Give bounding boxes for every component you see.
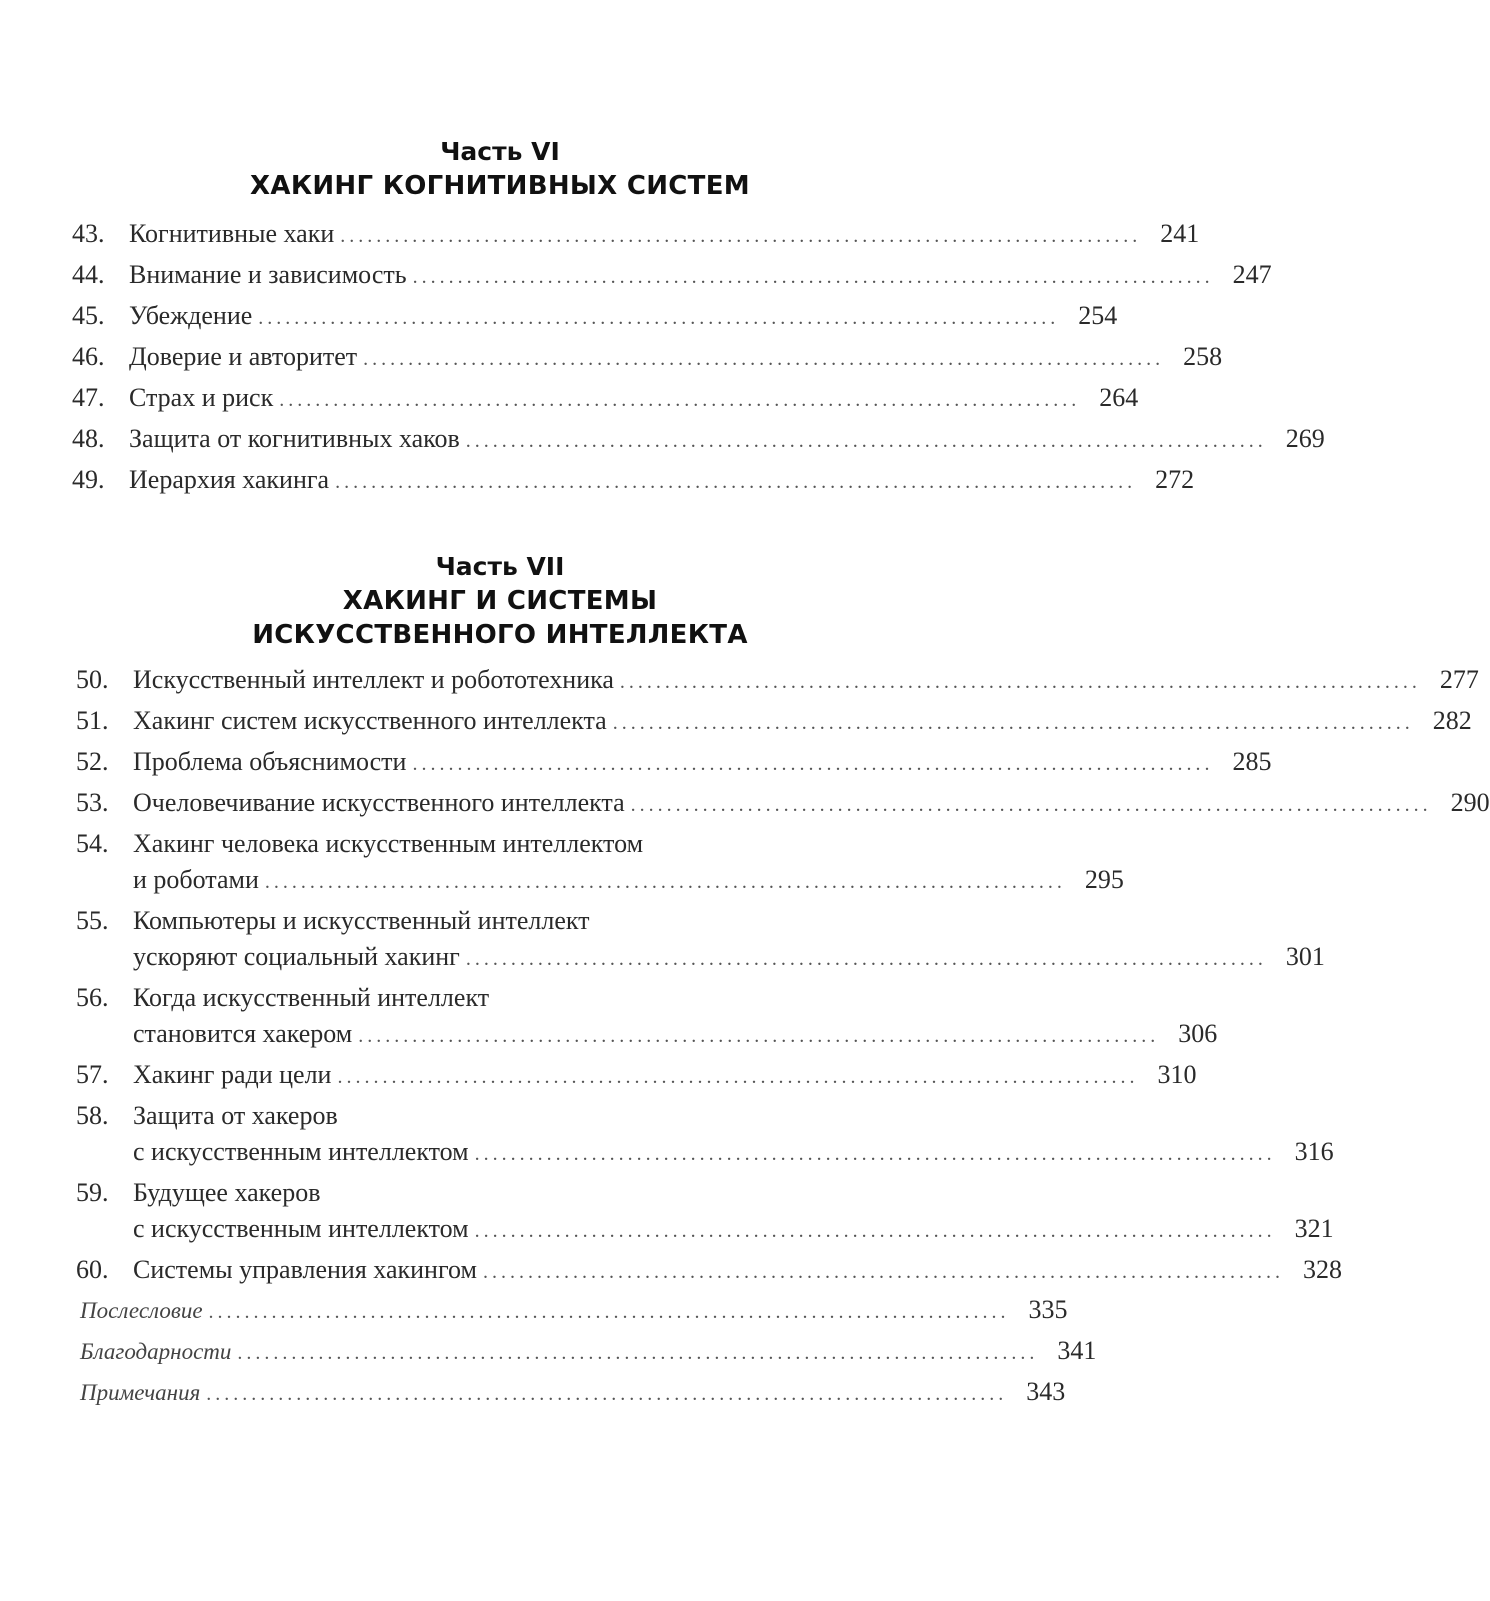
entry-number: 54. bbox=[76, 829, 109, 858]
entry-page: 306 bbox=[1178, 1019, 1218, 1048]
entry-title: Страх и риск bbox=[129, 383, 274, 412]
entry-page: 254 bbox=[1078, 301, 1118, 330]
entry-page: 277 bbox=[1439, 665, 1479, 694]
dot-leader: ......................................................................................... bbox=[412, 266, 1214, 288]
dot-leader: ......................................................................................... bbox=[612, 712, 1414, 734]
entry-page: 321 bbox=[1294, 1214, 1334, 1243]
entry-number: 59. bbox=[76, 1178, 109, 1207]
dot-leader: ......................................................................................... bbox=[340, 225, 1142, 247]
entry-page: 258 bbox=[1183, 342, 1223, 371]
entry-title: Проблема объяснимости bbox=[133, 747, 407, 776]
toc-entry-58[interactable] bbox=[76, 1098, 1334, 1172]
part-7-title-line2: ИСКУССТВЕННОГО ИНТЕЛЛЕКТА bbox=[252, 620, 748, 650]
entry-page: 290 bbox=[1450, 788, 1490, 817]
entry-title-line1: Хакинг человека искусственным интеллектом bbox=[133, 829, 644, 858]
toc-entry-notes[interactable] bbox=[80, 1374, 1066, 1412]
entry-number: 48. bbox=[72, 424, 105, 453]
entry-title: Послесловие bbox=[80, 1298, 203, 1323]
dot-leader: ......................................................................................... bbox=[619, 671, 1421, 693]
entry-number: 50. bbox=[76, 665, 109, 694]
entry-title: Иерархия хакинга bbox=[129, 465, 330, 494]
entry-title-line2: ускоряют социальный хакинг bbox=[133, 942, 460, 971]
entry-number: 51. bbox=[76, 706, 109, 735]
entry-title-line2: с искусственным интеллектом bbox=[133, 1214, 469, 1243]
entry-title-line1: Защита от хакеров bbox=[133, 1101, 338, 1130]
entry-page: 295 bbox=[1084, 865, 1124, 894]
part-7-label: Часть VII bbox=[435, 552, 565, 581]
part-6-label: Часть VI bbox=[440, 137, 560, 166]
entry-page: 269 bbox=[1285, 424, 1325, 453]
dot-leader: ......................................................................................... bbox=[412, 753, 1214, 775]
dot-leader: ......................................................................................... bbox=[258, 307, 1060, 329]
entry-page: 241 bbox=[1160, 219, 1200, 248]
dot-leader: ......................................................................................... bbox=[465, 948, 1267, 970]
dot-leader: ......................................................................................... bbox=[358, 1025, 1160, 1047]
part-6-toc bbox=[72, 216, 1325, 503]
entry-title-line2: и роботами bbox=[133, 865, 259, 894]
entry-title: Защита от когнитивных хаков bbox=[129, 424, 460, 453]
toc-entry-43[interactable] bbox=[72, 216, 1200, 254]
toc-entry-48[interactable] bbox=[72, 421, 1325, 459]
dot-leader: ......................................................................................... bbox=[630, 794, 1432, 816]
entry-title: Убеждение bbox=[129, 301, 253, 330]
dot-leader: ......................................................................................... bbox=[363, 348, 1165, 370]
entry-page: 343 bbox=[1026, 1377, 1066, 1406]
dot-leader: ......................................................................................... bbox=[208, 1301, 1010, 1323]
entry-number: 47. bbox=[72, 383, 105, 412]
entry-page: 341 bbox=[1057, 1336, 1097, 1365]
entry-title: Доверие и авторитет bbox=[129, 342, 358, 371]
entry-title: Когнитивные хаки bbox=[129, 219, 335, 248]
entry-number: 49. bbox=[72, 465, 105, 494]
toc-entry-56[interactable] bbox=[76, 980, 1218, 1054]
entry-page: 282 bbox=[1432, 706, 1472, 735]
entry-number: 55. bbox=[76, 906, 109, 935]
entry-page: 264 bbox=[1099, 383, 1139, 412]
entry-title-line1: Когда искусственный интеллект bbox=[133, 983, 490, 1012]
toc-entry-60[interactable] bbox=[76, 1252, 1342, 1290]
entry-page: 247 bbox=[1232, 260, 1272, 289]
entry-title: Внимание и зависимость bbox=[129, 260, 407, 289]
dot-leader: ......................................................................................... bbox=[206, 1383, 1008, 1405]
entry-number: 44. bbox=[72, 260, 105, 289]
entry-page: 328 bbox=[1302, 1255, 1342, 1284]
backmatter-toc bbox=[80, 1292, 1097, 1415]
entry-title-line2: с искусственным интеллектом bbox=[133, 1137, 469, 1166]
dot-leader: ......................................................................................... bbox=[335, 471, 1137, 493]
toc-entry-45[interactable] bbox=[72, 298, 1118, 336]
entry-page: 310 bbox=[1157, 1060, 1197, 1089]
entry-number: 58. bbox=[76, 1101, 109, 1130]
part-6-title: ХАКИНГ КОГНИТИВНЫХ СИСТЕМ bbox=[250, 171, 750, 201]
toc-entry-50[interactable] bbox=[76, 662, 1479, 700]
toc-entry-55[interactable] bbox=[76, 903, 1325, 977]
toc-entry-afterword[interactable] bbox=[80, 1292, 1068, 1330]
toc-entry-53[interactable] bbox=[76, 785, 1490, 823]
entry-number: 56. bbox=[76, 983, 109, 1012]
toc-entry-51[interactable] bbox=[76, 703, 1472, 741]
toc-entry-54[interactable] bbox=[76, 826, 1124, 900]
entry-title-line2: становится хакером bbox=[133, 1019, 353, 1048]
dot-leader: ......................................................................................... bbox=[264, 871, 1066, 893]
entry-page: 316 bbox=[1294, 1137, 1334, 1166]
dot-leader: ......................................................................................... bbox=[474, 1220, 1276, 1242]
dot-leader: ......................................................................................... bbox=[465, 430, 1267, 452]
toc-entry-46[interactable] bbox=[72, 339, 1223, 377]
entry-title: Системы управления хакингом bbox=[133, 1255, 477, 1284]
entry-number: 52. bbox=[76, 747, 109, 776]
part-7-title-line1: ХАКИНГ И СИСТЕМЫ bbox=[342, 586, 658, 616]
entry-title: Искусственный интеллект и робототехника bbox=[133, 665, 614, 694]
entry-page: 301 bbox=[1285, 942, 1325, 971]
entry-title-line1: Компьютеры и искусственный интеллект bbox=[133, 906, 590, 935]
dot-leader: ......................................................................................... bbox=[337, 1066, 1139, 1088]
toc-entry-57[interactable] bbox=[76, 1057, 1197, 1095]
dot-leader: ......................................................................................... bbox=[474, 1143, 1276, 1165]
entry-page: 335 bbox=[1028, 1295, 1068, 1324]
entry-number: 45. bbox=[72, 301, 105, 330]
entry-number: 57. bbox=[76, 1060, 109, 1089]
part-7-toc bbox=[76, 662, 1490, 1293]
part-7-heading bbox=[0, 550, 1000, 652]
entry-page: 285 bbox=[1232, 747, 1272, 776]
entry-page: 272 bbox=[1155, 465, 1195, 494]
dot-leader: ......................................................................................... bbox=[279, 389, 1081, 411]
toc-entry-59[interactable] bbox=[76, 1175, 1334, 1249]
entry-title-line1: Будущее хакеров bbox=[133, 1178, 321, 1207]
dot-leader: ......................................................................................... bbox=[482, 1261, 1284, 1283]
dot-leader: ......................................................................................... bbox=[237, 1342, 1039, 1364]
entry-number: 46. bbox=[72, 342, 105, 371]
entry-title: Хакинг систем искусственного интеллекта bbox=[133, 706, 607, 735]
toc-entry-52[interactable] bbox=[76, 744, 1272, 782]
entry-title: Очеловечивание искусственного интеллекта bbox=[133, 788, 625, 817]
part-6-heading bbox=[0, 135, 1000, 203]
toc-entry-acknowledgements[interactable] bbox=[80, 1333, 1097, 1371]
entry-number: 53. bbox=[76, 788, 109, 817]
toc-entry-47[interactable] bbox=[72, 380, 1139, 418]
entry-number: 60. bbox=[76, 1255, 109, 1284]
entry-title: Примечания bbox=[80, 1380, 201, 1405]
entry-number: 43. bbox=[72, 219, 105, 248]
toc-entry-49[interactable] bbox=[72, 462, 1195, 500]
toc-entry-44[interactable] bbox=[72, 257, 1272, 295]
entry-title: Благодарности bbox=[80, 1339, 232, 1364]
entry-title: Хакинг ради цели bbox=[133, 1060, 332, 1089]
